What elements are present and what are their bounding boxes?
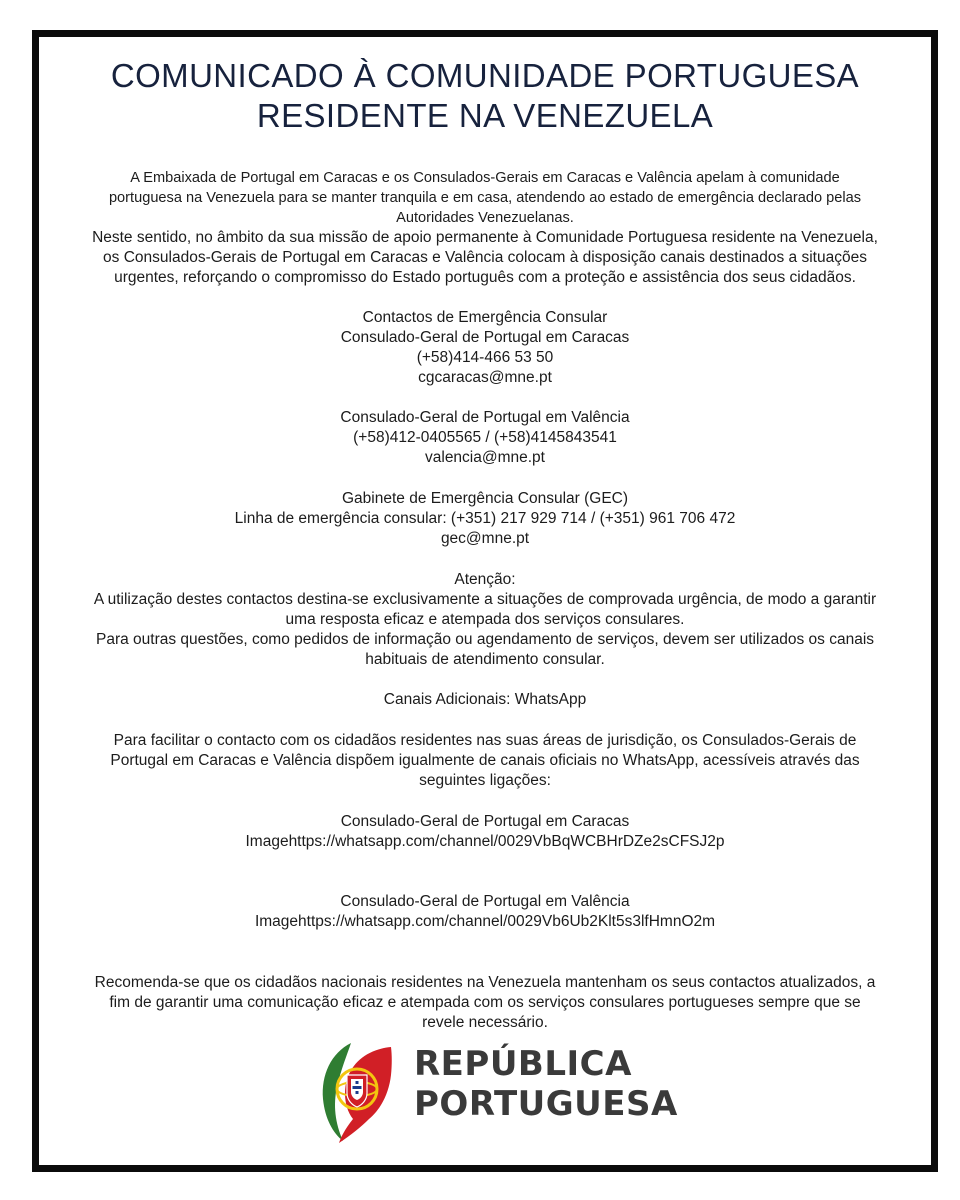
- logo-text-line-2: PORTUGUESA: [414, 1084, 678, 1124]
- caracas-consulate-phone[interactable]: (+58)414-466 53 50: [416, 349, 554, 366]
- valencia-consulate-phone[interactable]: (+58)412-0405565 / (+58)4145843541: [353, 429, 617, 446]
- whatsapp-line-3: seguintes ligações:: [419, 772, 551, 789]
- page-title-line-2: RESIDENTE NA VENEZUELA: [256, 97, 714, 134]
- whatsapp-caracas-link[interactable]: Imagehttps://whatsapp.com/channel/0029VbBqWCBHrDZe2sCFSJ2p: [245, 833, 725, 850]
- caracas-consulate-email[interactable]: cgcaracas@mne.pt: [418, 369, 552, 386]
- intro-line-6: urgentes, reforçando o compromisso do Estado português com a proteção e assistência dos seus cidadãos.: [114, 269, 856, 286]
- attention-line-2: uma resposta eficaz e atempada dos serviços consulares.: [285, 611, 685, 628]
- emergency-heading: Contactos de Emergência Consular: [362, 309, 608, 326]
- intro-line-1: A Embaixada de Portugal em Caracas e os Consulados-Gerais em Caracas e Valência apelam à comunidade: [130, 170, 840, 186]
- closing-line-2: fim de garantir uma comunicação eficaz e atempada com os serviços consulares portugueses sempre que se: [109, 994, 861, 1011]
- logo-text-line-1: REPÚBLICA: [414, 1044, 632, 1084]
- valencia-consulate-name: Consulado-Geral de Portugal em Valência: [340, 409, 630, 426]
- whatsapp-caracas-name: Consulado-Geral de Portugal em Caracas: [340, 813, 630, 830]
- attention-line-4: habituais de atendimento consular.: [365, 651, 605, 668]
- whatsapp-valencia-link[interactable]: Imagehttps://whatsapp.com/channel/0029Vb6Ub2Klt5s3lfHmnO2m: [254, 913, 716, 930]
- page-title-line-1: COMUNICADO À COMUNIDADE PORTUGUESA: [110, 57, 860, 94]
- portuguese-coat-of-arms-icon: [321, 1039, 393, 1143]
- caracas-consulate-name: Consulado-Geral de Portugal em Caracas: [340, 329, 630, 346]
- attention-line-3: Para outras questões, como pedidos de informação ou agendamento de serviços, devem ser utilizados os canais: [95, 631, 875, 648]
- intro-line-3: Autoridades Venezuelanas.: [396, 210, 574, 226]
- intro-line-2: portuguesa na Venezuela para se manter tranquila e em casa, atendendo ao estado de emergência declarado pelas: [108, 190, 862, 206]
- intro-line-5: os Consulados-Gerais de Portugal em Caracas e Valência colocam à disposição canais destinados a situações: [103, 249, 867, 266]
- whatsapp-heading: Canais Adicionais: WhatsApp: [383, 691, 587, 708]
- attention-line-1: A utilização destes contactos destina-se exclusivamente a situações de comprovada urgência, de modo a garantir: [93, 591, 877, 608]
- attention-heading: Atenção:: [454, 571, 516, 588]
- whatsapp-line-2: Portugal em Caracas e Valência dispõem igualmente de canais oficiais no WhatsApp, acessíveis através das: [110, 752, 860, 769]
- republica-portuguesa-logo: [321, 1039, 681, 1143]
- gec-name: Gabinete de Emergência Consular (GEC): [341, 490, 629, 507]
- intro-line-4: Neste sentido, no âmbito da sua missão de apoio permanente à Comunidade Portuguesa residente na Venezuela,: [92, 229, 878, 246]
- gec-phone[interactable]: Linha de emergência consular: (+351) 217 929 714 / (+351) 961 706 472: [234, 510, 736, 527]
- whatsapp-valencia-name: Consulado-Geral de Portugal em Valência: [340, 893, 630, 910]
- gec-email[interactable]: gec@mne.pt: [440, 530, 530, 547]
- whatsapp-line-1: Para facilitar o contacto com os cidadãos residentes nas suas áreas de jurisdição, os Consulados-Gerais de: [113, 732, 857, 749]
- closing-line-1: Recomenda-se que os cidadãos nacionais residentes na Venezuela mantenham os seus contactos atualizados, a: [94, 974, 876, 991]
- valencia-consulate-email[interactable]: valencia@mne.pt: [425, 449, 545, 466]
- communique-frame: [32, 30, 938, 1172]
- closing-line-3: revele necessário.: [422, 1014, 548, 1031]
